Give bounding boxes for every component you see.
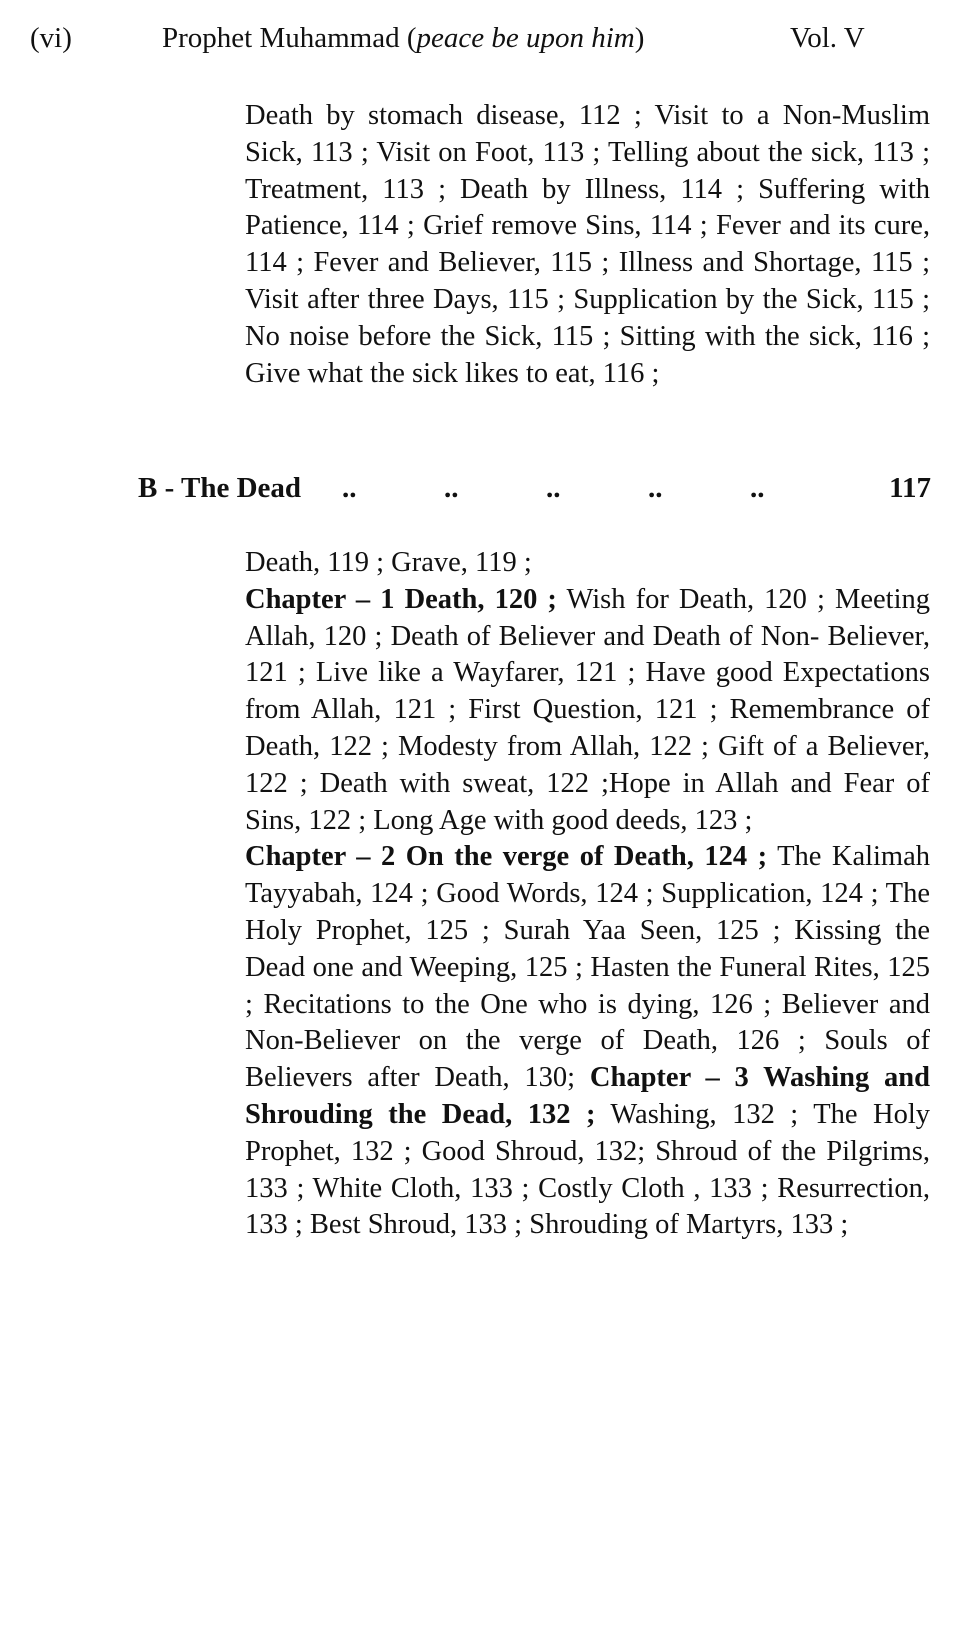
dot-leader: ..	[444, 472, 459, 504]
dot-leader: ..	[342, 472, 357, 504]
section-page-number: 117	[889, 472, 931, 504]
title-honorific: peace be upon him	[416, 22, 635, 54]
page-number: (vi)	[30, 22, 72, 54]
chapter-2-text: The Kalimah Tayyabah, 124 ; Good Words, 124 ; Supplication, 124 ; The Holy Prophet, 125 ; Surah Yaa Seen, 125 ; Kissing the Dead one and Weeping, 125 ; Hasten the Funeral Rites, 125 ; Recitations to the One who is dying, 126 ; Believer and Non-Believer on the verge of Death, 126 ; Souls of Believers after Death, 130;	[245, 841, 930, 1094]
dot-leader: ..	[750, 472, 765, 504]
contents-block-dead	[245, 545, 930, 1244]
section-heading-the-dead	[138, 472, 931, 512]
contents-paragraph: Death by stomach disease, 112 ; Visit to a Non-Muslim Sick, 113 ; Visit on Foot, 113 ; Telling about the sick, 113 ; Treatment, 113 ; Death by Illness, 114 ; Suffering with Patience, 114 ; Grief remove Sins, 114 ; Fever and its cure, 114 ; Fever and Believer, 115 ; Illness and Shortage, 115 ; Visit after three Days, 115 ; Supplication by the Sick, 115 ; No noise before the Sick, 115 ; Sitting with the sick, 116 ; Give what the sick likes to eat, 116 ;	[245, 100, 930, 389]
page-header	[0, 22, 960, 62]
intro-line: Death, 119 ; Grave, 119 ;	[245, 547, 532, 578]
chapter-1-heading: Chapter – 1 Death, 120 ;	[245, 583, 557, 615]
chapter-1-text: Wish for Death, 120 ; Meeting Allah, 120 ; Death of Believer and Death of Non- Believer, 121 ; Live like a Wayfarer, 121 ; Have good Expectations from Allah, 121 ; First Question, 121 ; Remembrance of Death, 122 ; Modesty from Allah, 122 ; Gift of a Believer, 122 ; Death with sweat, 122 ;Hope in Allah and Fear of Sins, 122 ; Long Age with good deeds, 123 ;	[245, 583, 931, 836]
title-prefix: Prophet Muhammad (	[162, 22, 417, 54]
volume-label: Vol. V	[790, 22, 865, 54]
chapter-2-heading: Chapter – 2 On the verge of Death, 124 ;	[245, 841, 768, 873]
dot-leader: ..	[546, 472, 561, 504]
book-title	[162, 22, 644, 55]
title-suffix: )	[634, 22, 645, 54]
contents-block-sick	[245, 98, 930, 392]
dot-leader: ..	[648, 472, 663, 504]
section-label: B - The Dead	[138, 472, 302, 504]
chapter-3-text: Washing, 132 ; The Holy Prophet, 132 ; Good Shroud, 132; Shroud of the Pilgrims, 133 ; White Cloth, 133 ; Costly Cloth , 133 ; Resurrection, 133 ; Best Shroud, 133 ; Shrouding of Martyrs, 133 ;	[245, 1098, 930, 1241]
chapter-1-entry	[245, 582, 930, 840]
chapter-3-heading: Chapter – 3 Washing and Shrouding the Dead, 132 ;	[245, 1062, 930, 1130]
chapter-2-3-entry	[245, 839, 930, 1244]
